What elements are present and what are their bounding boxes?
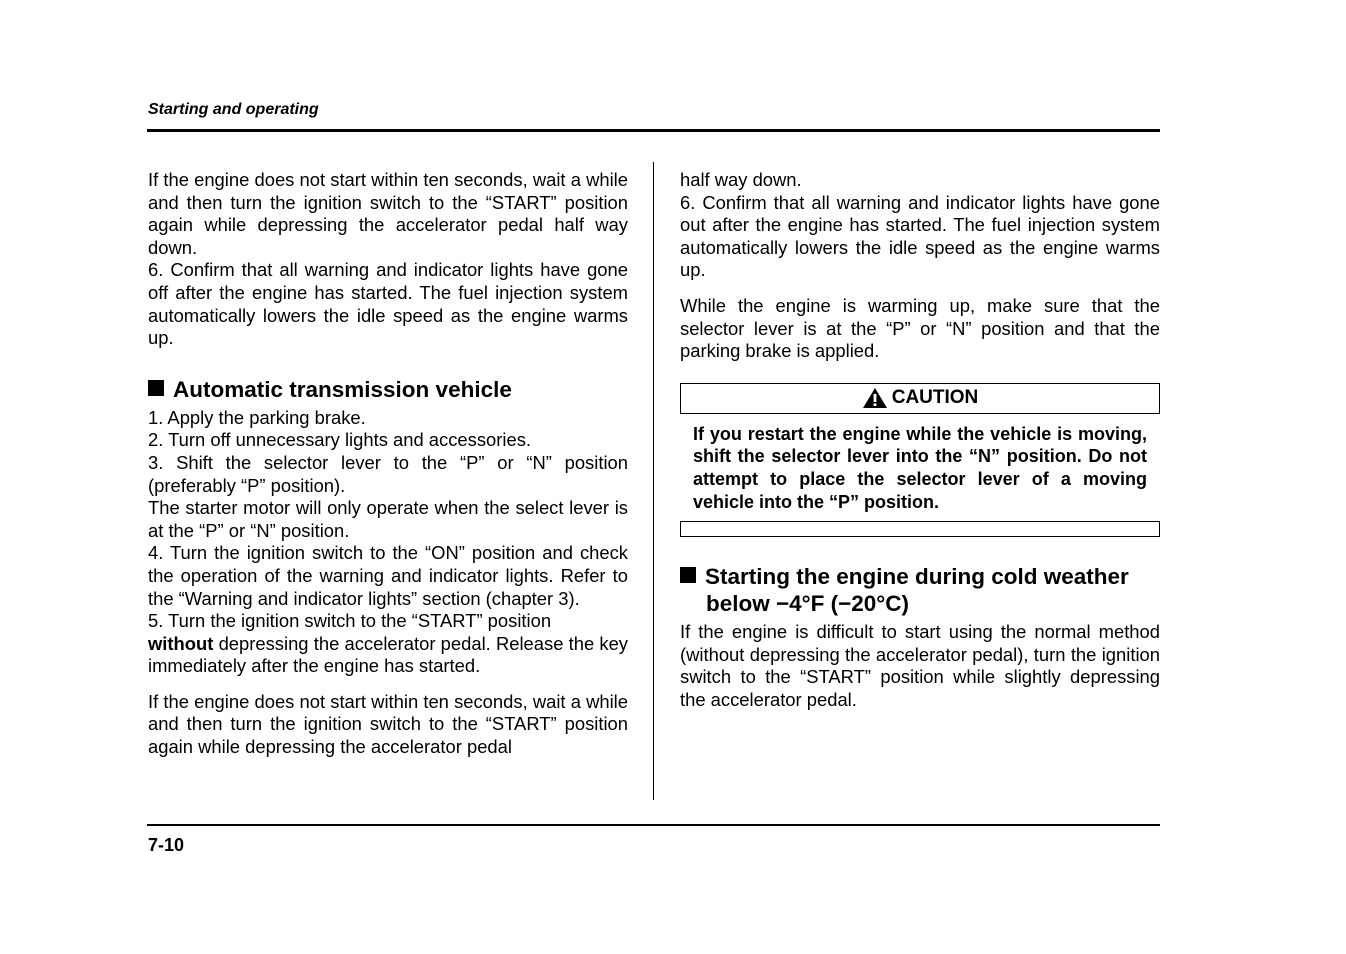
step-2: 2. Turn off unnecessary lights and accessories.: [148, 429, 532, 451]
closing-paragraph: If the engine does not start within ten seconds, wait a while and then turn the ignition switch to the “START” position again while depressing the accelerator pedal: [148, 690, 628, 758]
square-bullet-icon: [680, 567, 696, 583]
left-column: [148, 169, 628, 759]
section-title: Automatic transmission vehicle: [173, 376, 512, 402]
header-rule: [147, 129, 1160, 132]
step-5-suffix: depressing the accelerator pedal. Release the key immediately after the engine has started.: [148, 632, 628, 677]
caution-header: [680, 383, 1160, 414]
warning-triangle-icon: [862, 387, 888, 409]
intro-paragraph: If the engine does not start within ten seconds, wait a while and then turn the ignition switch to the “START” position again while depressing the accelerator pedal half way down.: [148, 169, 628, 258]
cold-section-title: Starting the engine during cold weather below −4°F (−20°C): [705, 564, 1129, 617]
running-head: Starting and operating: [148, 101, 319, 118]
caution-footer-bar: [680, 521, 1160, 537]
caution-text: If you restart the engine while the vehicle is moving, shift the selector lever into the “N” position. Do not attempt to place the selector lever of a moving vehicle into the “P” position.: [693, 423, 1147, 512]
starter-note: The starter motor will only operate when the select lever is at the “P” or “N” position.: [148, 497, 628, 541]
warmup-paragraph: While the engine is warming up, make sure that the selector lever is at the “P” or “N” position and that the parking brake is applied.: [680, 294, 1160, 362]
footer-rule: [147, 824, 1160, 826]
square-bullet-icon: [148, 380, 164, 396]
step-5-prefix: 5. Turn the ignition switch to the “START” position: [148, 610, 552, 632]
step-1: 1. Apply the parking brake.: [148, 406, 366, 428]
continued-text: half way down.: [680, 169, 802, 190]
step-4: 4. Turn the ignition switch to the “ON” position and check the operation of the warning and indicator lights. Refer to the “Warning and indicator lights” section (chapter 3).: [148, 542, 628, 609]
step-3: 3. Shift the selector lever to the “P” or “N” position (preferably “P” position).: [148, 451, 628, 496]
right-column: [680, 169, 1160, 712]
caution-box: [680, 383, 1160, 537]
column-divider: [653, 162, 654, 800]
section-heading-automatic: [148, 376, 628, 403]
step-5: [148, 610, 628, 678]
cold-weather-paragraph: If the engine is difficult to start using the normal method (without depressing the accelerator pedal), turn the ignition switch to the “START” position while slightly depressing the accelerator pedal.: [680, 621, 1160, 710]
section-heading-cold-weather: [680, 563, 1160, 617]
page-number: 7-10: [148, 835, 185, 855]
step-6-paragraph-right: 6. Confirm that all warning and indicator lights have gone out after the engine has started. The fuel injection system automatically lowers the idle speed as the engine warms up.: [680, 191, 1160, 281]
step-5-emphasis: without: [148, 632, 214, 654]
step-6-paragraph: 6. Confirm that all warning and indicator lights have gone off after the engine has started. The fuel injection system automatically lowers the idle speed as the engine warms up.: [148, 259, 628, 349]
caution-label: CAUTION: [891, 386, 979, 408]
